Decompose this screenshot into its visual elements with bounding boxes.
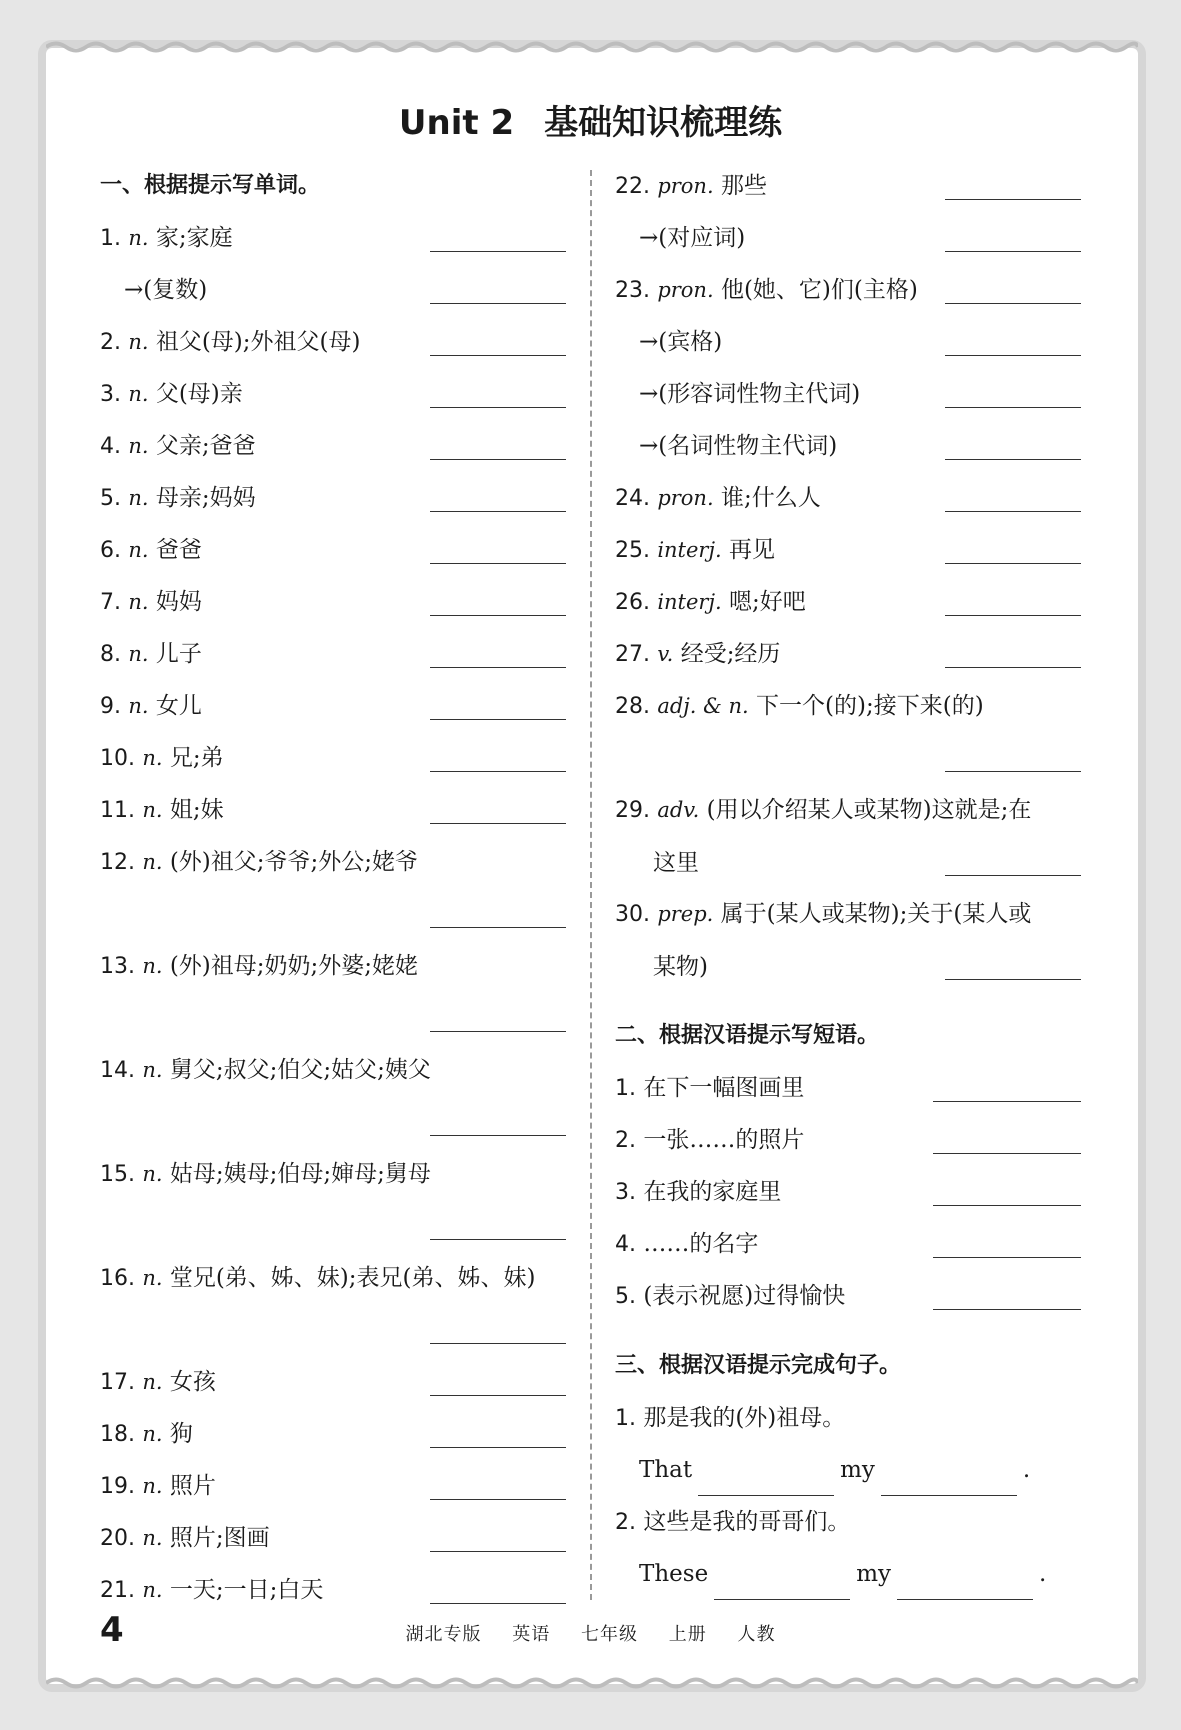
answer-blank[interactable] — [430, 407, 566, 408]
word-item — [100, 264, 566, 316]
item-number: 9. — [100, 694, 121, 719]
item-number: 1. — [615, 1406, 636, 1431]
item-hint: 一天;一日;白天 — [169, 1577, 324, 1603]
answer-blank[interactable] — [430, 927, 566, 928]
answer-blank[interactable] — [430, 823, 566, 824]
item-hint: 嗯;好吧 — [728, 589, 806, 615]
item-hint: 那些 — [720, 173, 767, 199]
word-item — [100, 836, 566, 940]
word-item — [100, 368, 566, 420]
section-3-heading: 三、根据汉语提示完成句子。 — [615, 1353, 902, 1378]
answer-blank[interactable] — [945, 459, 1081, 460]
answer-blank[interactable] — [430, 1031, 566, 1032]
answer-blank[interactable] — [945, 511, 1081, 512]
phrase-hint: (表示祝愿)过得愉快 — [643, 1283, 846, 1309]
word-item — [615, 524, 1081, 576]
part-of-speech: n. — [128, 434, 149, 458]
item-hint: 属于(某人或某物);关于(某人或 — [720, 901, 1032, 927]
part-of-speech: n. — [142, 746, 163, 770]
phrase-item — [615, 1166, 1081, 1218]
answer-blank[interactable] — [430, 459, 566, 460]
word-item — [615, 316, 1081, 368]
answer-blank[interactable] — [945, 615, 1081, 616]
answer-blank[interactable] — [933, 1101, 1081, 1102]
item-number: 16. — [100, 1266, 135, 1291]
answer-blank[interactable] — [945, 875, 1081, 876]
topic-label: 基础知识梳理练 — [544, 103, 783, 143]
phrase-hint: 在下一幅图画里 — [643, 1075, 805, 1101]
word-item — [100, 1408, 566, 1460]
item-hint: 儿子 — [155, 641, 202, 667]
arrow-hint: →(对应词) — [639, 225, 746, 251]
item-number: 14. — [100, 1058, 135, 1083]
word-item — [100, 1460, 566, 1512]
phrase-item — [615, 1218, 1081, 1270]
item-hint: 家;家庭 — [155, 225, 233, 251]
footer-publisher: 人教 — [737, 1624, 776, 1645]
item-number: 15. — [100, 1162, 135, 1187]
item-number: 19. — [100, 1474, 135, 1499]
sentence-start: These — [639, 1561, 709, 1587]
word-item — [615, 576, 1081, 628]
part-of-speech: n. — [128, 642, 149, 666]
answer-blank[interactable] — [933, 1205, 1081, 1206]
part-of-speech: n. — [128, 486, 149, 510]
item-hint: 谁;什么人 — [720, 485, 821, 511]
answer-blank[interactable] — [430, 771, 566, 772]
part-of-speech: n. — [142, 1526, 163, 1550]
footer-volume: 上册 — [668, 1624, 707, 1645]
part-of-speech: adj. & n. — [657, 694, 749, 718]
phrase-hint: 一张……的照片 — [643, 1127, 805, 1153]
answer-blank[interactable] — [945, 563, 1081, 564]
wavy-border-bottom — [46, 1676, 1138, 1690]
item-hint: 兄;弟 — [169, 745, 224, 771]
item-hint: 再见 — [728, 537, 775, 563]
section-1-heading: 一、根据提示写单词。 — [100, 173, 321, 198]
footer-subject: 英语 — [512, 1624, 551, 1645]
answer-blank[interactable] — [430, 1603, 566, 1604]
part-of-speech: n. — [142, 850, 163, 874]
item-number: 1. — [100, 226, 121, 251]
item-number: 27. — [615, 642, 650, 667]
item-number: 28. — [615, 694, 650, 719]
word-item — [100, 1564, 566, 1616]
item-hint: 堂兄(弟、姊、妹);表兄(弟、姊、妹) — [169, 1265, 536, 1291]
part-of-speech: interj. — [657, 538, 722, 562]
left-column — [100, 160, 566, 1616]
part-of-speech: n. — [142, 1422, 163, 1446]
word-item — [100, 628, 566, 680]
answer-blank[interactable] — [430, 719, 566, 720]
arrow-hint: →(名词性物主代词) — [639, 433, 838, 459]
part-of-speech: n. — [128, 382, 149, 406]
sentence-prompt — [615, 1392, 1081, 1444]
word-item — [100, 732, 566, 784]
item-number: 10. — [100, 746, 135, 771]
phrase-hint: ……的名字 — [643, 1231, 759, 1257]
phrase-item — [615, 1114, 1081, 1166]
item-number: 23. — [615, 278, 650, 303]
part-of-speech: interj. — [657, 590, 722, 614]
part-of-speech: n. — [142, 1578, 163, 1602]
part-of-speech: pron. — [657, 174, 714, 198]
sentence-mid: my — [840, 1457, 875, 1483]
part-of-speech: n. — [142, 1266, 163, 1290]
part-of-speech: v. — [657, 642, 674, 666]
part-of-speech: n. — [128, 694, 149, 718]
item-number: 13. — [100, 954, 135, 979]
footer-edition: 湖北专版 — [405, 1624, 482, 1645]
answer-blank[interactable] — [698, 1465, 834, 1496]
answer-blank[interactable] — [945, 251, 1081, 252]
word-item — [100, 1148, 566, 1252]
answer-blank[interactable] — [945, 407, 1081, 408]
part-of-speech: n. — [142, 1370, 163, 1394]
answer-blank[interactable] — [945, 355, 1081, 356]
item-hint: 女儿 — [155, 693, 202, 719]
item-number: 25. — [615, 538, 650, 563]
answer-blank[interactable] — [897, 1569, 1033, 1600]
part-of-speech: n. — [142, 1058, 163, 1082]
item-number: 4. — [615, 1232, 636, 1257]
answer-blank[interactable] — [945, 303, 1081, 304]
item-number: 24. — [615, 486, 650, 511]
part-of-speech: n. — [128, 590, 149, 614]
answer-blank[interactable] — [430, 1135, 566, 1136]
word-item — [100, 316, 566, 368]
answer-blank[interactable] — [430, 1239, 566, 1240]
word-item — [100, 1356, 566, 1408]
item-number: 1. — [615, 1076, 636, 1101]
answer-blank[interactable] — [945, 771, 1081, 772]
footer — [0, 1620, 1181, 1646]
sentence-prompt — [615, 1496, 1081, 1548]
footer-grade: 七年级 — [581, 1624, 638, 1645]
word-item — [100, 1044, 566, 1148]
item-hint: (用以介绍某人或某物)这就是;在 — [706, 797, 1032, 823]
part-of-speech: n. — [128, 330, 149, 354]
arrow-hint: →(宾格) — [639, 329, 723, 355]
answer-blank[interactable] — [945, 199, 1081, 200]
part-of-speech: pron. — [657, 278, 714, 302]
item-number: 6. — [100, 538, 121, 563]
part-of-speech: adv. — [657, 798, 700, 822]
word-item — [100, 1512, 566, 1564]
word-item — [100, 420, 566, 472]
part-of-speech: prep. — [657, 902, 714, 926]
answer-blank[interactable] — [430, 615, 566, 616]
sentence-end: . — [1039, 1561, 1047, 1587]
arrow-hint: →(复数) — [124, 277, 208, 303]
item-number: 26. — [615, 590, 650, 615]
item-number: 8. — [100, 642, 121, 667]
word-item — [100, 524, 566, 576]
item-hint: 姐;妹 — [169, 797, 224, 823]
item-hint: (外)祖父;爷爷;外公;姥爷 — [169, 849, 419, 875]
item-hint: 女孩 — [169, 1369, 216, 1395]
answer-blank[interactable] — [430, 1395, 566, 1396]
answer-blank[interactable] — [430, 1551, 566, 1552]
phrase-item — [615, 1270, 1081, 1322]
part-of-speech: n. — [142, 1162, 163, 1186]
item-hint: 照片;图画 — [169, 1525, 270, 1551]
sentence-start: That — [639, 1457, 693, 1483]
answer-blank[interactable] — [933, 1309, 1081, 1310]
item-number: 2. — [100, 330, 121, 355]
part-of-speech: n. — [142, 798, 163, 822]
item-number: 5. — [615, 1284, 636, 1309]
answer-blank[interactable] — [430, 511, 566, 512]
item-hint: 他(她、它)们(主格) — [720, 277, 918, 303]
sentence-end: . — [1022, 1457, 1031, 1483]
item-hint: 舅父;叔父;伯父;姑父;姨父 — [169, 1057, 431, 1083]
word-item — [615, 420, 1081, 472]
item-number: 11. — [100, 798, 135, 823]
item-hint: 父(母)亲 — [155, 381, 243, 407]
word-item — [100, 940, 566, 1044]
part-of-speech: n. — [128, 538, 149, 562]
item-number: 3. — [615, 1180, 636, 1205]
phrase-hint: 在我的家庭里 — [643, 1179, 782, 1205]
item-hint: 姑母;姨母;伯母;婶母;舅母 — [169, 1161, 431, 1187]
item-hint-continued: 某物) — [653, 954, 708, 980]
section-2-heading: 二、根据汉语提示写短语。 — [615, 1023, 880, 1048]
page-number: 4 — [100, 1610, 124, 1650]
answer-blank[interactable] — [714, 1569, 850, 1600]
word-item — [100, 680, 566, 732]
item-number: 2. — [615, 1128, 636, 1153]
part-of-speech: pron. — [657, 486, 714, 510]
word-item — [615, 472, 1081, 524]
item-hint: 妈妈 — [155, 589, 202, 615]
phrase-item — [615, 1062, 1081, 1114]
item-number: 2. — [615, 1510, 636, 1535]
sentence-chinese: 这些是我的哥哥们。 — [643, 1509, 851, 1535]
answer-blank[interactable] — [430, 355, 566, 356]
word-item — [615, 264, 1081, 316]
item-number: 29. — [615, 798, 650, 823]
item-hint: 爸爸 — [155, 537, 202, 563]
answer-blank[interactable] — [945, 667, 1081, 668]
word-item — [615, 680, 1081, 784]
item-hint: 母亲;妈妈 — [155, 485, 256, 511]
item-number: 3. — [100, 382, 121, 407]
item-number: 7. — [100, 590, 121, 615]
answer-blank[interactable] — [430, 251, 566, 252]
item-number: 4. — [100, 434, 121, 459]
sentence-answer-line — [615, 1548, 1081, 1600]
right-column — [615, 160, 1081, 1600]
answer-blank[interactable] — [430, 1499, 566, 1500]
answer-blank[interactable] — [430, 1343, 566, 1344]
item-number: 17. — [100, 1370, 135, 1395]
part-of-speech: n. — [142, 1474, 163, 1498]
sentence-mid: my — [856, 1561, 891, 1587]
answer-blank[interactable] — [430, 563, 566, 564]
answer-blank[interactable] — [430, 303, 566, 304]
item-hint: 狗 — [169, 1421, 193, 1447]
word-item — [615, 888, 1081, 992]
item-hint: 祖父(母);外祖父(母) — [155, 329, 361, 355]
item-hint: 下一个(的);接下来(的) — [756, 693, 984, 719]
answer-blank[interactable] — [881, 1465, 1017, 1496]
page-title — [0, 95, 1181, 144]
arrow-hint: →(形容词性物主代词) — [639, 381, 861, 407]
word-item — [615, 160, 1081, 212]
word-item — [615, 368, 1081, 420]
item-number: 30. — [615, 902, 650, 927]
part-of-speech: n. — [142, 954, 163, 978]
column-divider — [590, 170, 592, 1600]
unit-label: Unit 2 — [398, 103, 515, 143]
item-hint: 父亲;爸爸 — [155, 433, 256, 459]
word-item — [100, 576, 566, 628]
answer-blank[interactable] — [945, 979, 1081, 980]
sentence-chinese: 那是我的(外)祖母。 — [643, 1405, 846, 1431]
item-hint: (外)祖母;奶奶;外婆;姥姥 — [169, 953, 419, 979]
answer-blank[interactable] — [933, 1153, 1081, 1154]
answer-blank[interactable] — [430, 1447, 566, 1448]
word-item — [100, 472, 566, 524]
word-item — [100, 1252, 566, 1356]
word-item — [100, 784, 566, 836]
word-item — [615, 784, 1081, 888]
item-number: 21. — [100, 1578, 135, 1603]
word-item — [615, 628, 1081, 680]
item-hint: 经受;经历 — [680, 641, 781, 667]
part-of-speech: n. — [128, 226, 149, 250]
wavy-border-top — [46, 40, 1138, 54]
item-number: 12. — [100, 850, 135, 875]
item-number: 20. — [100, 1526, 135, 1551]
item-number: 18. — [100, 1422, 135, 1447]
item-hint: 照片 — [169, 1473, 216, 1499]
answer-blank[interactable] — [430, 667, 566, 668]
word-item — [615, 212, 1081, 264]
word-item — [100, 212, 566, 264]
item-hint-continued: 这里 — [653, 850, 699, 876]
sentence-answer-line — [615, 1444, 1081, 1496]
item-number: 5. — [100, 486, 121, 511]
answer-blank[interactable] — [933, 1257, 1081, 1258]
item-number: 22. — [615, 174, 650, 199]
